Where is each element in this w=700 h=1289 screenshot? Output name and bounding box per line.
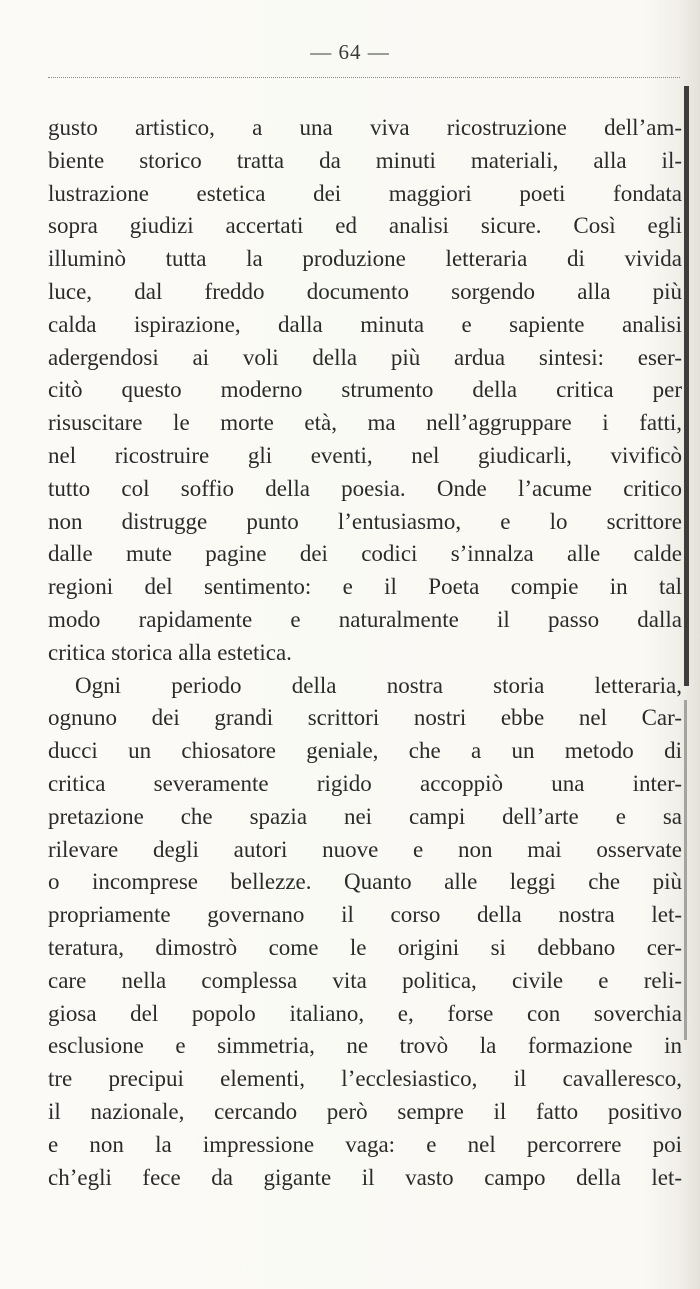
text-line: Ogni periodo della nostra storia letteraria,: [75, 672, 682, 698]
text-line: tutto col soffio della poesia. Onde l’acume critico: [48, 475, 682, 501]
text-line: calda ispirazione, dalla minuta e sapiente analisi: [48, 311, 682, 337]
text-line: modo rapidamente e naturalmente il passo dalla: [48, 606, 682, 632]
text-line: nel ricostruire gli eventi, nel giudicarli, vivificò: [48, 442, 682, 468]
text-line: care nella complessa vita politica, civile e reli-: [48, 967, 682, 993]
text-line: critica severamente rigido accoppiò una inter-: [48, 770, 682, 796]
body-text: [48, 112, 682, 1194]
page-number: — 64 —: [310, 40, 390, 64]
text-line: propriamente governano il corso della nostra let-: [48, 902, 682, 928]
header-rule: [48, 77, 680, 78]
text-line: il nazionale, cercando però sempre il fatto positivo: [48, 1098, 682, 1124]
text-line: teratura, dimostrò come le origini si debbano cer-: [48, 934, 682, 960]
text-line: ducci un chiosatore geniale, che a un metodo di: [48, 738, 682, 764]
text-line: e non la impressione vaga: e nel percorrere poi: [48, 1131, 682, 1157]
text-line: giosa del popolo italiano, e, forse con soverchia: [48, 1000, 682, 1026]
text-line: tre precipui elementi, l’ecclesiastico, il cavalleresco,: [48, 1066, 682, 1092]
text-line: non distrugge punto l’entusiasmo, e lo scrittore: [48, 508, 682, 534]
page-edge-shadow-lower: [684, 700, 687, 1040]
text-line: sopra giudizi accertati ed analisi sicure. Così egli: [48, 213, 682, 239]
text-line: ch’egli fece da gigante il vasto campo della let-: [48, 1164, 682, 1190]
text-line: o incomprese bellezze. Quanto alle leggi che più: [48, 869, 682, 895]
text-line: dalle mute pagine dei codici s’innalza alle calde: [48, 541, 682, 567]
text-line: adergendosi ai voli della più ardua sintesi: eser-: [48, 344, 682, 370]
text-line: pretazione che spazia nei campi dell’arte e sa: [48, 803, 682, 829]
text-line: ognuno dei grandi scrittori nostri ebbe nel Car-: [48, 705, 682, 731]
text-line: luce, dal freddo documento sorgendo alla più: [48, 278, 682, 304]
text-line: illuminò tutta la produzione letteraria di vivida: [48, 246, 682, 272]
text-line: lustrazione estetica dei maggiori poeti fondata: [48, 180, 682, 206]
text-line: risuscitare le morte età, ma nell’aggruppare i fatti,: [48, 410, 682, 436]
page-edge-shadow: [684, 86, 689, 686]
text-line: biente storico tratta da minuti materiali, alla il-: [48, 147, 682, 173]
text-line: citò questo moderno strumento della critica per: [48, 377, 682, 403]
text-line: rilevare degli autori nuove e non mai osservate: [48, 836, 682, 862]
text-line: regioni del sentimento: e il Poeta compie in tal: [48, 574, 682, 600]
text-line: gusto artistico, a una viva ricostruzione dell’am-: [48, 115, 682, 140]
text-line: critica storica alla estetica.: [48, 639, 292, 665]
text-line: esclusione e simmetria, ne trovò la formazione in: [48, 1033, 682, 1059]
